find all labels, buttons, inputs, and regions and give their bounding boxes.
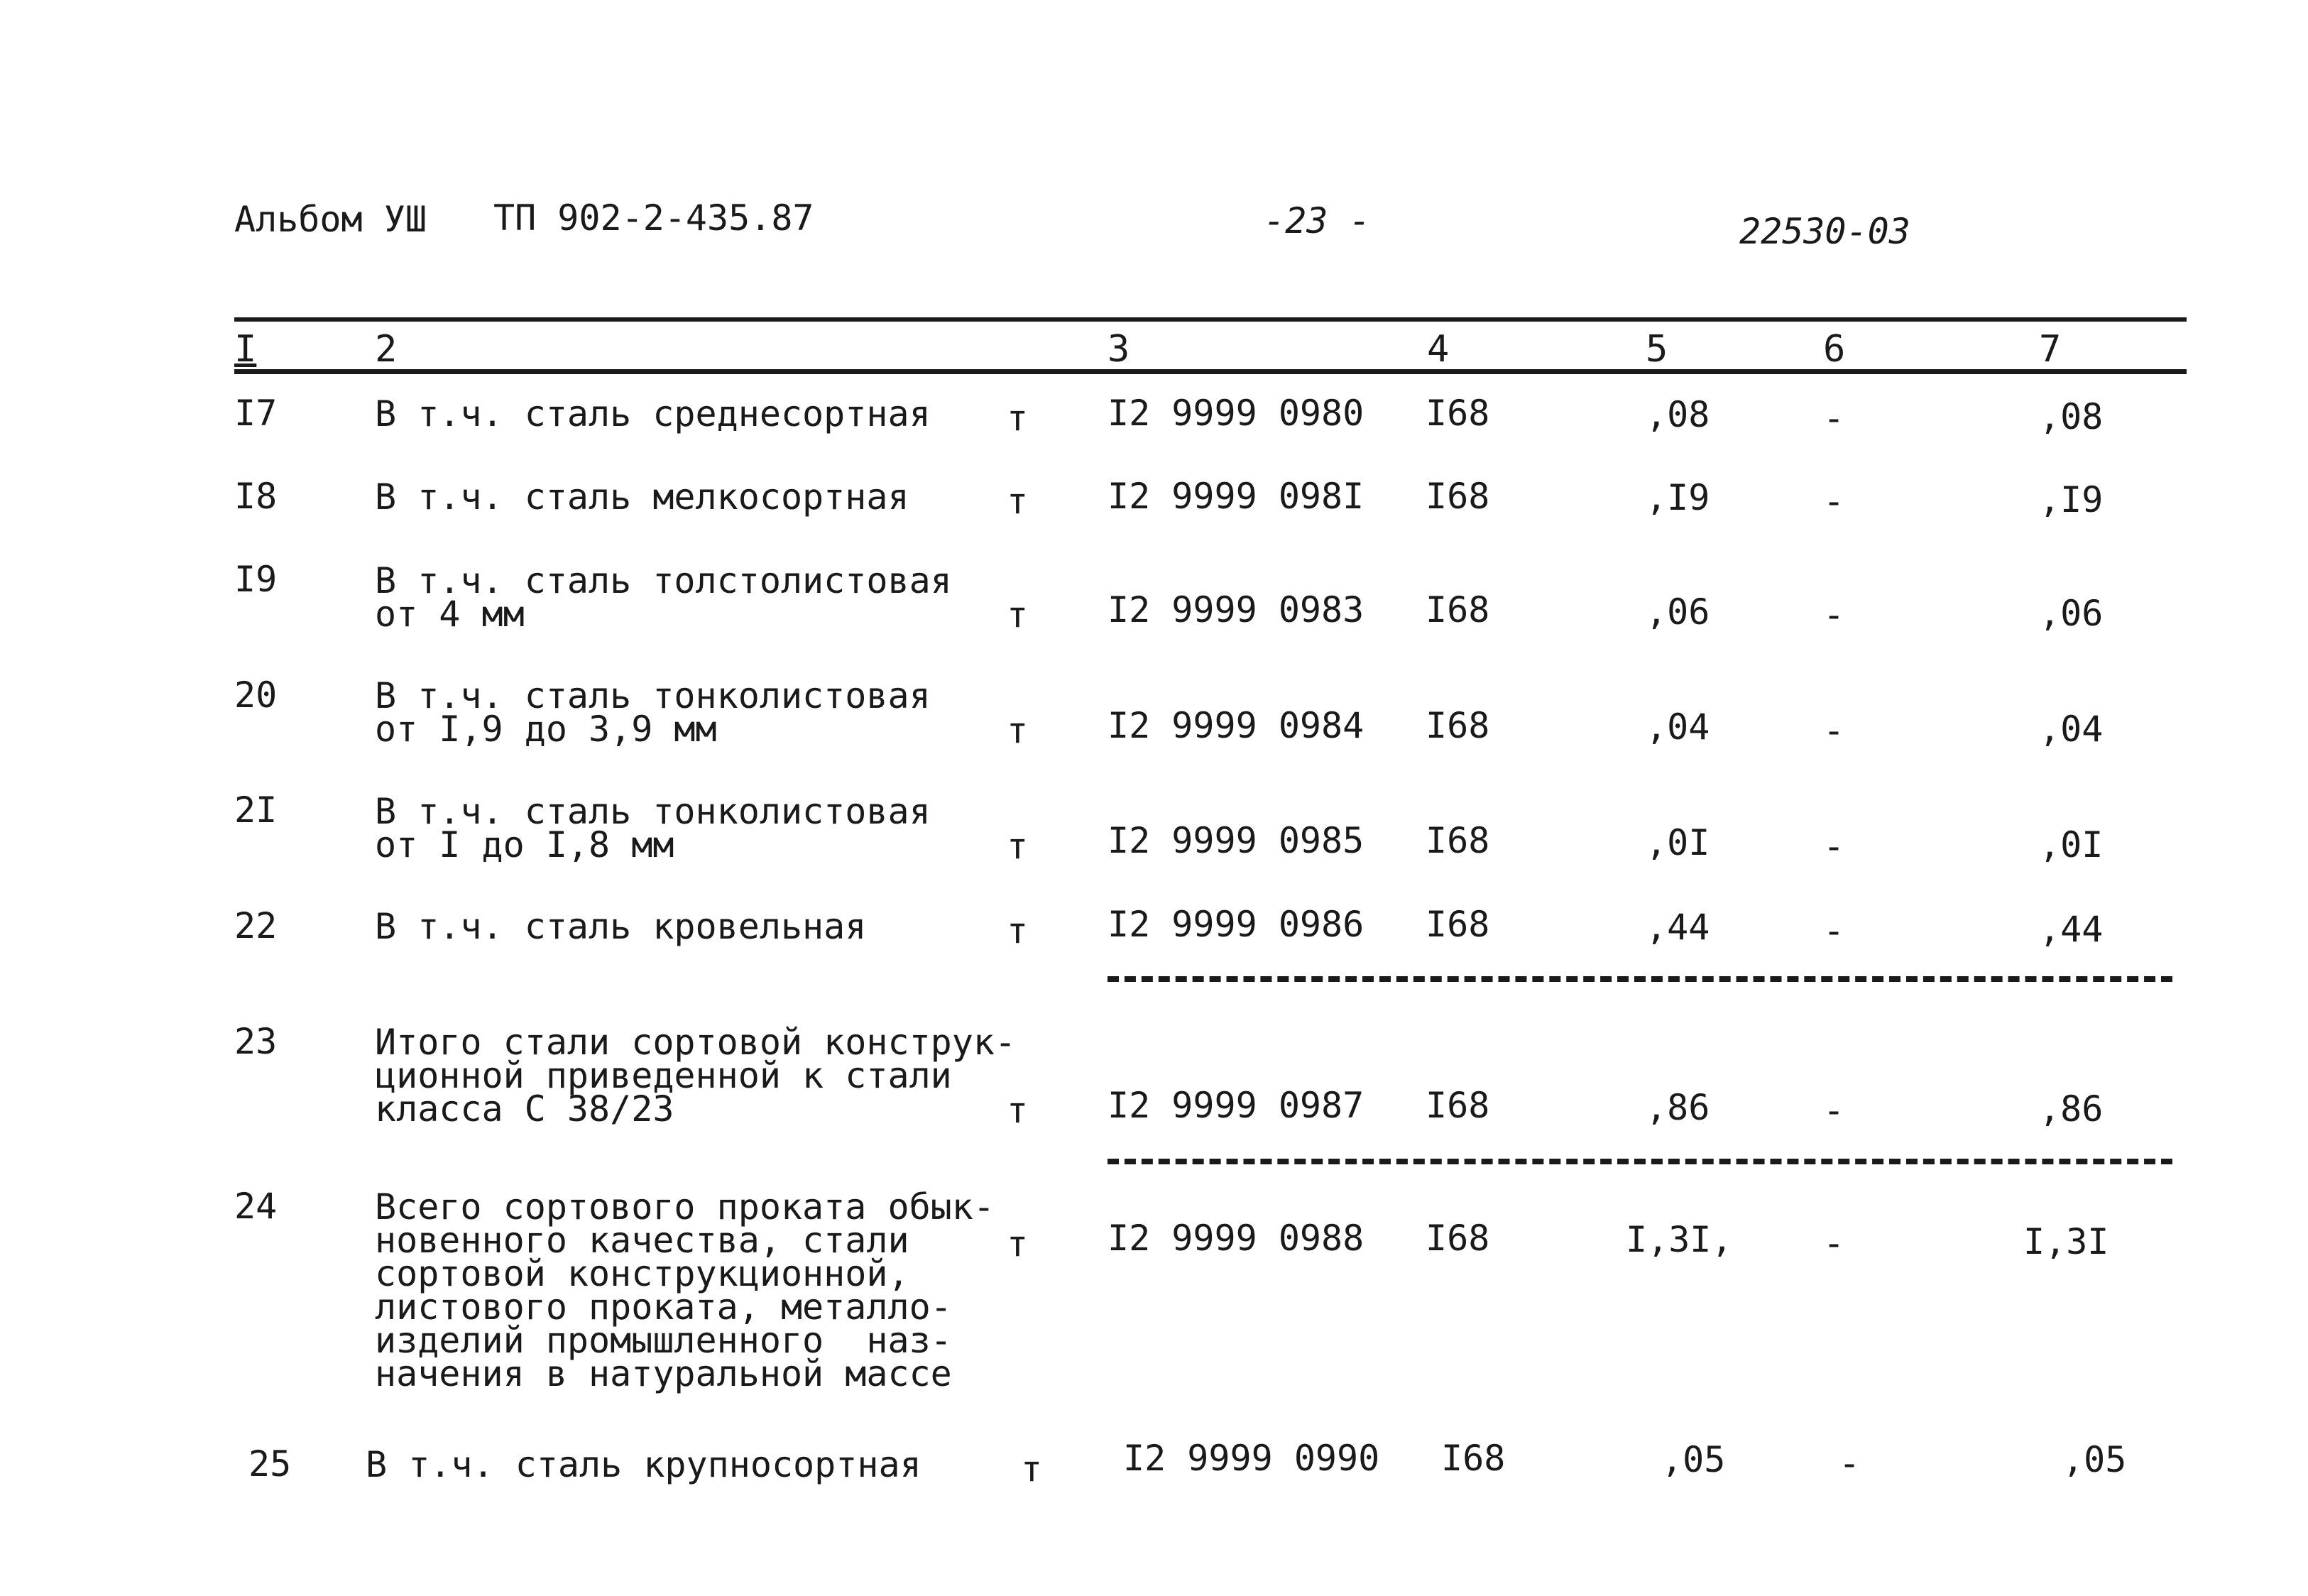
row-col6: - <box>1823 710 1845 751</box>
row-col4: I68 <box>1426 589 1490 630</box>
row-code: I2 9999 0987 <box>1107 1085 1364 1126</box>
row-col4: I68 <box>1426 904 1490 945</box>
row-col7: ,44 <box>2039 909 2104 950</box>
row-number: I8 <box>234 476 278 517</box>
row-unit: т <box>1007 398 1029 439</box>
row-description: В т.ч. сталь крупносортная <box>366 1444 921 1485</box>
column-header-rule <box>234 369 2187 374</box>
row-col7: ,86 <box>2039 1088 2104 1130</box>
row-col7: ,08 <box>2039 396 2104 437</box>
row-number: 20 <box>234 674 278 716</box>
row-code: I2 9999 0985 <box>1107 820 1364 861</box>
row-code: I2 9999 0986 <box>1107 904 1364 945</box>
row-col5: ,05 <box>1661 1439 1726 1480</box>
row-col7: ,05 <box>2062 1439 2127 1480</box>
row-unit: т <box>1021 1448 1043 1490</box>
row-number: 22 <box>234 905 278 946</box>
row-col7: ,0I <box>2039 824 2104 865</box>
row-col5: ,0I <box>1646 822 1710 863</box>
row-col6: - <box>1839 1443 1861 1484</box>
subtotal-dashed-rule-bottom <box>1107 1159 2172 1164</box>
row-description: В т.ч. сталь среднесортная <box>375 393 931 434</box>
row-unit: т <box>1007 710 1029 751</box>
row-col7: ,06 <box>2039 593 2104 634</box>
row-unit: т <box>1007 481 1029 522</box>
row-description: В т.ч. сталь тонколистовая от I до I,8 мм <box>375 791 931 865</box>
row-col4: I68 <box>1426 1085 1490 1126</box>
row-col5: ,44 <box>1646 907 1710 948</box>
row-col7: ,I9 <box>2039 479 2104 520</box>
row-col5: ,06 <box>1646 591 1710 633</box>
row-col4: I68 <box>1426 1218 1490 1259</box>
row-col5: ,I9 <box>1646 477 1710 518</box>
row-col5: ,08 <box>1646 394 1710 435</box>
column-header-4: 4 <box>1427 328 1450 371</box>
row-description: В т.ч. сталь мелкосортная <box>375 476 909 518</box>
row-number: 2I <box>234 789 278 831</box>
column-header-2: 2 <box>375 328 398 371</box>
row-unit: т <box>1007 1090 1029 1131</box>
column-header-7: 7 <box>2039 328 2062 371</box>
row-col4: I68 <box>1426 476 1490 517</box>
row-number: 24 <box>234 1186 278 1227</box>
row-col4: I68 <box>1426 705 1490 746</box>
row-col5: ,04 <box>1646 706 1710 748</box>
document-code: 22530-03 <box>1739 211 1910 252</box>
row-number: 23 <box>234 1021 278 1062</box>
row-col6: - <box>1823 481 1845 522</box>
row-unit: т <box>1007 594 1029 635</box>
row-col5: I,3I, <box>1626 1219 1733 1260</box>
row-col4: I68 <box>1426 820 1490 861</box>
row-number: 25 <box>248 1443 292 1485</box>
row-description: В т.ч. сталь тонколистовая от I,9 до 3,9 мм <box>375 675 931 750</box>
row-col6: - <box>1823 1090 1845 1131</box>
row-col6: - <box>1823 826 1845 867</box>
row-col4: I68 <box>1426 393 1490 434</box>
row-code: I2 9999 0984 <box>1107 705 1364 746</box>
row-code: I2 9999 0983 <box>1107 589 1364 630</box>
row-code: I2 9999 098I <box>1107 476 1364 517</box>
project-code: ТП 902-2-435.87 <box>493 197 814 239</box>
row-col4: I68 <box>1441 1438 1506 1479</box>
column-header-3: 3 <box>1107 328 1130 371</box>
row-code: I2 9999 0980 <box>1107 393 1364 434</box>
row-col7: I,3I <box>2023 1221 2109 1262</box>
page-number: -23 - <box>1264 200 1371 241</box>
album-label: Альбом УШ <box>234 199 427 240</box>
row-unit: т <box>1007 1223 1029 1264</box>
row-code: I2 9999 0988 <box>1107 1218 1364 1259</box>
row-col6: - <box>1823 398 1845 439</box>
row-col6: - <box>1823 910 1845 951</box>
row-unit: т <box>1007 910 1029 951</box>
row-col5: ,86 <box>1646 1087 1710 1128</box>
row-number: I9 <box>234 559 278 600</box>
row-description: Всего сортового проката обык- новенного качества, стали сортовой конструкционной, листового проката, металло- изделий промышленного наз- начения в натуральной массе <box>375 1186 995 1394</box>
row-description: В т.ч. сталь толстолистовая от 4 мм <box>375 560 952 635</box>
column-header-5: 5 <box>1646 328 1668 371</box>
row-number: I7 <box>234 393 278 434</box>
row-col7: ,04 <box>2039 709 2104 750</box>
row-unit: т <box>1007 826 1029 867</box>
row-col6: - <box>1823 1223 1845 1264</box>
subtotal-dashed-rule-top <box>1107 976 2172 982</box>
column-header-1: I <box>234 328 257 371</box>
row-code: I2 9999 0990 <box>1123 1438 1380 1479</box>
row-description: Итого стали сортовой конструк- ционной приведенной к стали класса С 38/23 <box>375 1022 1017 1130</box>
row-col6: - <box>1823 594 1845 635</box>
table-top-rule <box>234 317 2187 322</box>
column-header-6: 6 <box>1823 328 1846 371</box>
row-description: В т.ч. сталь кровельная <box>375 906 867 947</box>
